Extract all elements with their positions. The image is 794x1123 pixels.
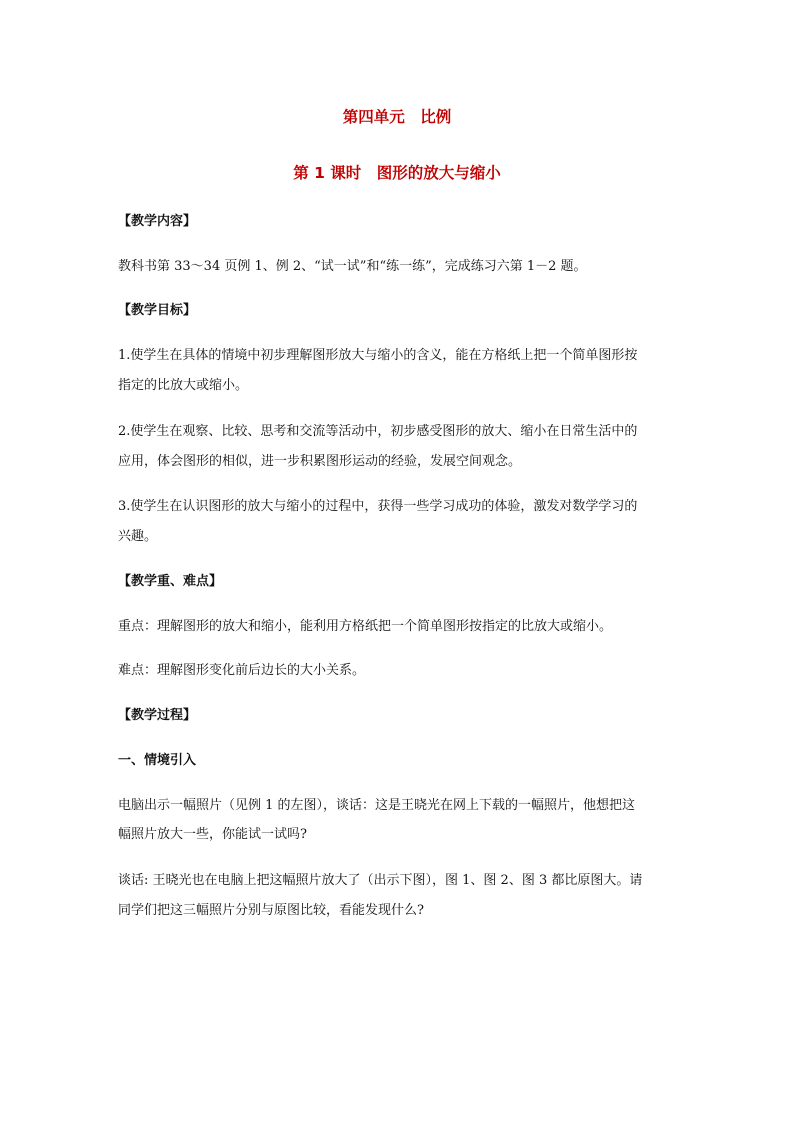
para1-line2: 幅照片放大一些，你能试一试吗? <box>118 827 307 842</box>
lesson-title: 第 1 课时 图形的放大与缩小 <box>293 164 501 182</box>
goal3-line1: 3.使学生在认识图形的放大与缩小的过程中，获得一些学习成功的体验，激发对数学学习的 <box>118 499 638 514</box>
para2-line1: 谈话: 王晓光也在电脑上把这幅照片放大了（出示下图），图 1、图 2、图 3 都比原图大。请 <box>118 873 643 888</box>
para1-line1: 电脑出示一幅照片（见例 1 的左图），谈话：这是王晓光在网上下载的一幅照片，他想把这 <box>118 798 636 813</box>
goal1-line2: 指定的比放大或缩小。 <box>118 378 249 393</box>
goals-heading: 【教学目标】 <box>118 303 197 318</box>
goal3-line2: 兴趣。 <box>118 529 158 544</box>
keypoints-heading: 【教学重、难点】 <box>118 574 223 589</box>
keypoint-text: 重点：理解图形的放大和缩小，能利用方格纸把一个简单图形按指定的比放大或缩小。 <box>118 619 613 634</box>
goal2-line2: 应用，体会图形的相似，进一步积累图形运动的经验，发展空间观念。 <box>118 454 522 469</box>
process-heading: 【教学过程】 <box>118 708 197 723</box>
goal2-line1: 2.使学生在观察、比较、思考和交流等活动中，初步感受图形的放大、缩小在日常生活中的 <box>118 424 638 439</box>
content-text: 教科书第 33～34 页例 1、例 2、“试一试”和“练一练”，完成练习六第 1－2 题。 <box>118 259 587 274</box>
unit-title: 第四单元 比例 <box>342 108 452 126</box>
step1-heading: 一、情境引入 <box>118 753 197 768</box>
difficulty-text: 难点：理解图形变化前后边长的大小关系。 <box>118 663 366 678</box>
content-heading: 【教学内容】 <box>118 214 197 229</box>
para2-line2: 同学们把这三幅照片分别与原图比较，看能发现什么? <box>118 903 424 918</box>
goal1-line1: 1.使学生在具体的情境中初步理解图形放大与缩小的含义，能在方格纸上把一个简单图形按 <box>118 348 638 363</box>
